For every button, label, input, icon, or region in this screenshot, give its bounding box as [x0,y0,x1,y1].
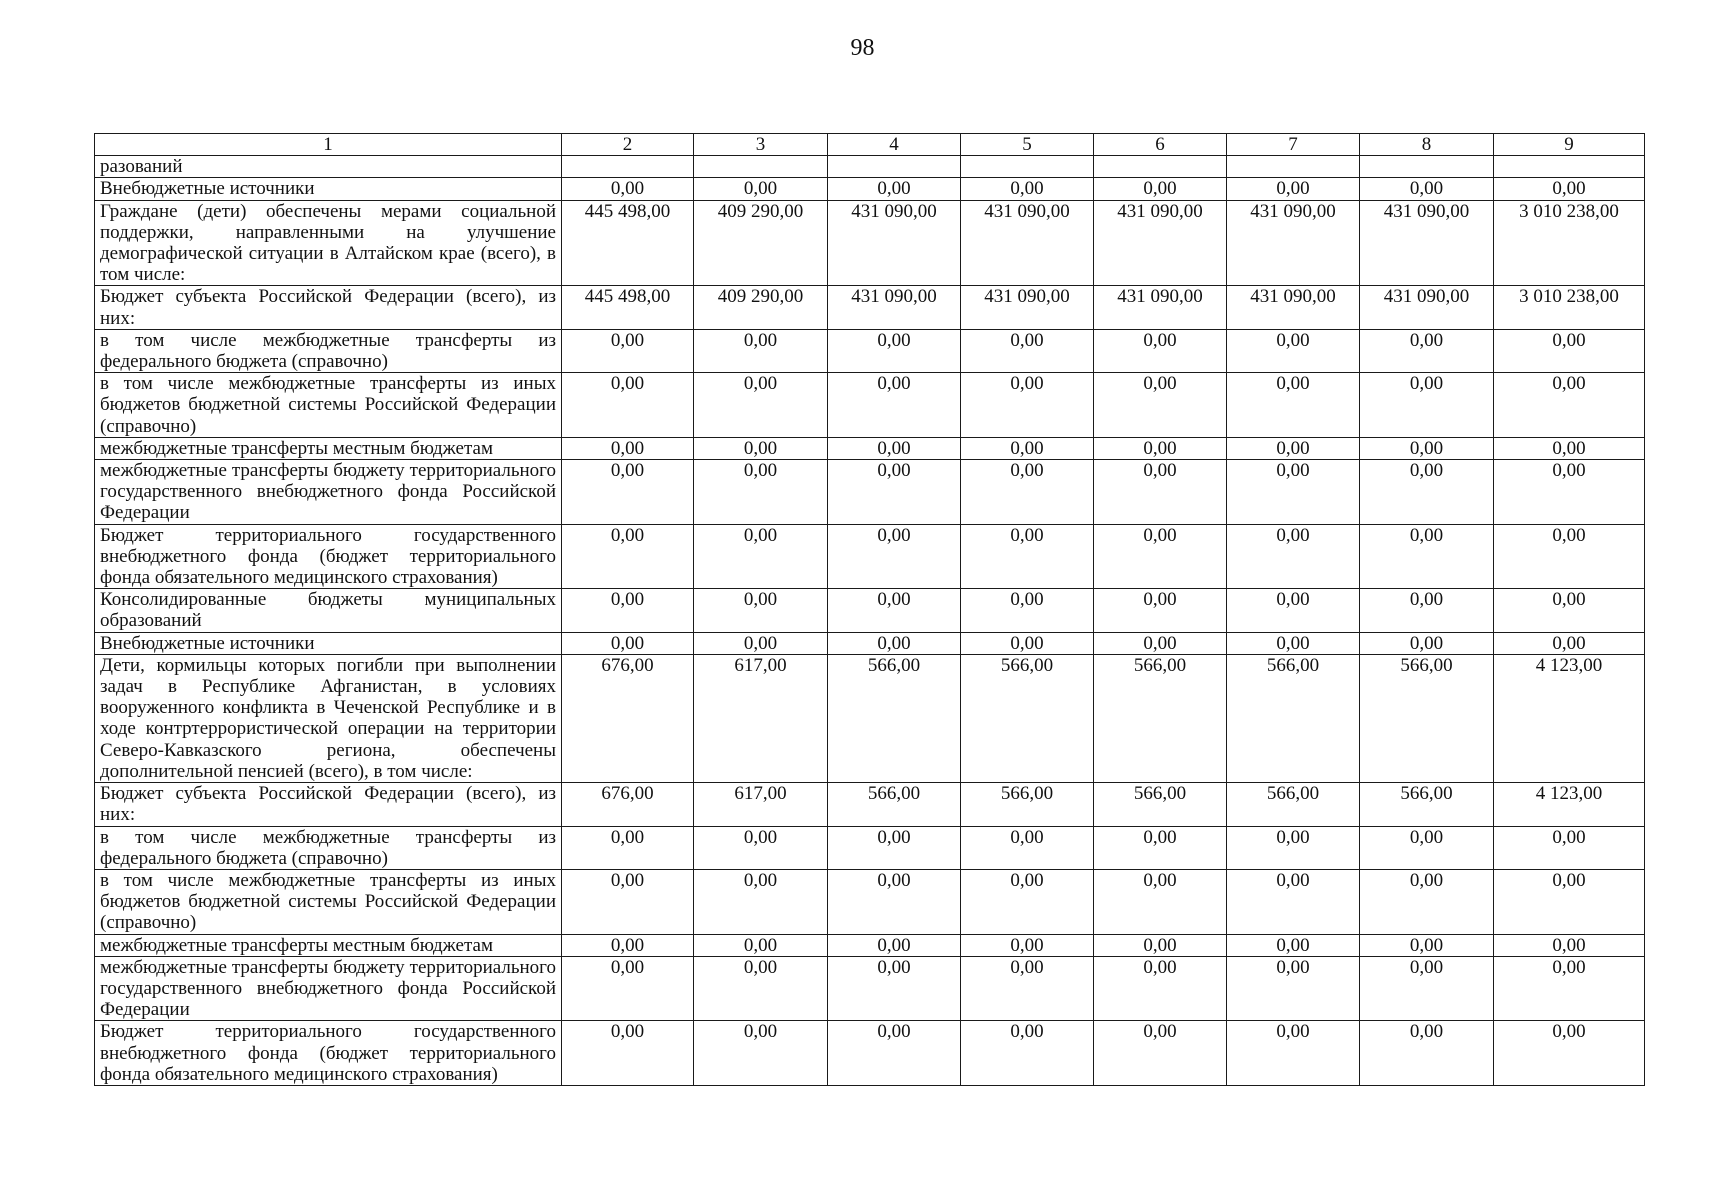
row-label: Консолидированные бюджеты муниципальных образований [95,589,562,632]
value-cell: 0,00 [828,524,961,589]
value-cell: 0,00 [1227,934,1360,956]
table-row [95,373,1645,438]
value-cell: 0,00 [562,632,694,654]
value-cell: 0,00 [961,524,1094,589]
table-row [95,1021,1645,1086]
row-label: в том числе межбюджетные трансферты из федерального бюджета (справочно) [95,826,562,869]
column-number-1: 1 [95,134,562,156]
value-cell: 0,00 [694,437,828,459]
value-cell: 676,00 [562,654,694,782]
column-number-3: 3 [694,134,828,156]
value-cell: 0,00 [1494,437,1645,459]
value-cell: 0,00 [1494,632,1645,654]
value-cell: 0,00 [828,460,961,525]
value-cell: 0,00 [1227,589,1360,632]
value-cell: 617,00 [694,783,828,826]
value-cell: 0,00 [1360,956,1494,1021]
value-cell: 0,00 [828,934,961,956]
value-cell: 431 090,00 [1227,200,1360,286]
table-row [95,329,1645,372]
value-cell: 0,00 [1094,524,1227,589]
row-label: разований [95,156,562,178]
value-cell: 0,00 [1227,956,1360,1021]
value-cell: 0,00 [694,524,828,589]
row-label: Внебюджетные источники [95,178,562,200]
table-header-row [95,134,1645,156]
row-label: межбюджетные трансферты бюджету территориального государственного внебюджетного фонда Российской Федерации [95,956,562,1021]
budget-table [94,133,1645,1086]
value-cell: 0,00 [562,934,694,956]
value-cell: 0,00 [1360,934,1494,956]
value-cell: 0,00 [562,524,694,589]
row-label: Бюджет территориального государственного внебюджетного фонда (бюджет территориального фонда обязательного медицинского страхования) [95,524,562,589]
value-cell: 0,00 [1094,632,1227,654]
value-cell: 0,00 [694,826,828,869]
column-number-4: 4 [828,134,961,156]
value-cell: 0,00 [694,373,828,438]
value-cell: 0,00 [1360,329,1494,372]
value-cell: 0,00 [1227,869,1360,934]
row-label: межбюджетные трансферты местным бюджетам [95,437,562,459]
value-cell: 431 090,00 [1360,200,1494,286]
value-cell: 617,00 [694,654,828,782]
value-cell: 0,00 [1227,826,1360,869]
value-cell: 0,00 [1227,373,1360,438]
value-cell: 566,00 [961,783,1094,826]
value-cell: 0,00 [694,956,828,1021]
value-cell: 0,00 [1360,1021,1494,1086]
column-number-8: 8 [1360,134,1494,156]
value-cell: 676,00 [562,783,694,826]
value-cell: 0,00 [961,869,1094,934]
value-cell [1094,156,1227,178]
value-cell: 431 090,00 [1360,286,1494,329]
table-row [95,589,1645,632]
table-row [95,869,1645,934]
value-cell: 0,00 [1494,178,1645,200]
value-cell [694,156,828,178]
value-cell: 0,00 [562,373,694,438]
value-cell: 0,00 [562,460,694,525]
value-cell: 409 290,00 [694,200,828,286]
table-row [95,524,1645,589]
column-number-9: 9 [1494,134,1645,156]
value-cell: 0,00 [961,632,1094,654]
value-cell: 0,00 [1360,373,1494,438]
value-cell: 0,00 [828,956,961,1021]
table-row [95,632,1645,654]
row-label: Внебюджетные источники [95,632,562,654]
value-cell: 0,00 [562,869,694,934]
value-cell: 0,00 [562,826,694,869]
value-cell: 4 123,00 [1494,783,1645,826]
value-cell: 0,00 [1360,178,1494,200]
value-cell: 566,00 [1227,654,1360,782]
value-cell: 0,00 [828,869,961,934]
value-cell: 0,00 [1360,632,1494,654]
value-cell: 566,00 [828,783,961,826]
value-cell: 0,00 [562,178,694,200]
value-cell: 0,00 [961,460,1094,525]
table-row [95,783,1645,826]
value-cell: 0,00 [562,329,694,372]
value-cell: 3 010 238,00 [1494,286,1645,329]
value-cell: 409 290,00 [694,286,828,329]
value-cell: 0,00 [961,329,1094,372]
value-cell: 431 090,00 [828,200,961,286]
value-cell: 0,00 [1494,524,1645,589]
value-cell: 431 090,00 [961,286,1094,329]
value-cell: 0,00 [828,589,961,632]
value-cell: 431 090,00 [1094,200,1227,286]
value-cell: 0,00 [1494,826,1645,869]
table-row [95,178,1645,200]
value-cell: 0,00 [1494,1021,1645,1086]
value-cell: 0,00 [1494,869,1645,934]
value-cell: 445 498,00 [562,200,694,286]
value-cell: 0,00 [694,869,828,934]
value-cell: 0,00 [694,589,828,632]
value-cell: 0,00 [1094,826,1227,869]
value-cell: 566,00 [1094,783,1227,826]
value-cell: 0,00 [694,178,828,200]
value-cell: 431 090,00 [1094,286,1227,329]
row-label: в том числе межбюджетные трансферты из федерального бюджета (справочно) [95,329,562,372]
value-cell: 0,00 [1360,437,1494,459]
value-cell: 0,00 [694,1021,828,1086]
value-cell: 0,00 [562,589,694,632]
table-row [95,826,1645,869]
table-row [95,437,1645,459]
value-cell [828,156,961,178]
value-cell: 0,00 [828,826,961,869]
value-cell: 0,00 [562,437,694,459]
value-cell: 0,00 [961,1021,1094,1086]
value-cell: 0,00 [1494,373,1645,438]
value-cell: 0,00 [1094,956,1227,1021]
value-cell: 0,00 [828,373,961,438]
row-label: межбюджетные трансферты местным бюджетам [95,934,562,956]
value-cell: 0,00 [694,329,828,372]
value-cell: 566,00 [1094,654,1227,782]
value-cell: 0,00 [1494,589,1645,632]
value-cell: 0,00 [1494,956,1645,1021]
value-cell: 0,00 [961,589,1094,632]
value-cell: 0,00 [828,632,961,654]
column-number-6: 6 [1094,134,1227,156]
table-row [95,460,1645,525]
value-cell: 0,00 [694,934,828,956]
row-label: Бюджет территориального государственного внебюджетного фонда (бюджет территориального фонда обязательного медицинского страхования) [95,1021,562,1086]
value-cell: 0,00 [1094,589,1227,632]
value-cell: 0,00 [562,1021,694,1086]
value-cell: 0,00 [828,329,961,372]
value-cell: 0,00 [1227,460,1360,525]
value-cell: 0,00 [1094,373,1227,438]
value-cell [1227,156,1360,178]
value-cell: 0,00 [1227,524,1360,589]
table-row [95,956,1645,1021]
value-cell: 566,00 [828,654,961,782]
value-cell: 445 498,00 [562,286,694,329]
table-body [95,134,1645,1086]
row-label: Бюджет субъекта Российской Федерации (всего), из них: [95,286,562,329]
row-label: Граждане (дети) обеспечены мерами социальной поддержки, направленными на улучшение демографической ситуации в Алтайском крае (всего), в том числе: [95,200,562,286]
table-row [95,654,1645,782]
value-cell: 0,00 [1094,869,1227,934]
value-cell: 566,00 [961,654,1094,782]
value-cell: 0,00 [1360,589,1494,632]
value-cell: 0,00 [1094,329,1227,372]
value-cell: 0,00 [828,437,961,459]
value-cell: 0,00 [961,956,1094,1021]
value-cell: 0,00 [694,460,828,525]
page-number: 98 [850,35,875,61]
value-cell: 0,00 [1094,1021,1227,1086]
value-cell: 566,00 [1227,783,1360,826]
column-number-2: 2 [562,134,694,156]
value-cell: 0,00 [1360,869,1494,934]
value-cell: 0,00 [1094,934,1227,956]
value-cell [961,156,1094,178]
value-cell: 0,00 [1227,1021,1360,1086]
value-cell: 0,00 [1360,460,1494,525]
value-cell: 0,00 [694,632,828,654]
value-cell: 0,00 [1094,178,1227,200]
value-cell: 0,00 [562,956,694,1021]
value-cell: 0,00 [1494,934,1645,956]
value-cell: 0,00 [1494,329,1645,372]
value-cell: 0,00 [1227,329,1360,372]
value-cell: 0,00 [1360,524,1494,589]
row-label: Дети, кормильцы которых погибли при выполнении задач в Республике Афганистан, в условиях вооруженного конфликта в Чеченской Республике и в ходе контртеррористической операции на территории Северо-Кавказского региона, обеспечены дополнительной пенсией (всего), в том числе: [95,654,562,782]
value-cell: 566,00 [1360,654,1494,782]
value-cell: 566,00 [1360,783,1494,826]
value-cell: 0,00 [1494,460,1645,525]
value-cell: 0,00 [961,934,1094,956]
table-row [95,156,1645,178]
row-label: в том числе межбюджетные трансферты из иных бюджетов бюджетной системы Российской Федерации (справочно) [95,869,562,934]
value-cell: 0,00 [961,437,1094,459]
table-row [95,934,1645,956]
row-label: в том числе межбюджетные трансферты из иных бюджетов бюджетной системы Российской Федерации (справочно) [95,373,562,438]
value-cell: 431 090,00 [961,200,1094,286]
table-row [95,286,1645,329]
value-cell: 0,00 [1227,178,1360,200]
value-cell: 0,00 [828,1021,961,1086]
column-number-7: 7 [1227,134,1360,156]
value-cell: 0,00 [1227,632,1360,654]
value-cell: 3 010 238,00 [1494,200,1645,286]
value-cell: 0,00 [1094,437,1227,459]
value-cell: 0,00 [961,373,1094,438]
value-cell [1494,156,1645,178]
value-cell [1360,156,1494,178]
value-cell: 0,00 [1094,460,1227,525]
value-cell: 0,00 [961,826,1094,869]
value-cell: 0,00 [1227,437,1360,459]
value-cell: 431 090,00 [828,286,961,329]
value-cell: 0,00 [961,178,1094,200]
table-row [95,200,1645,286]
value-cell: 431 090,00 [1227,286,1360,329]
value-cell: 4 123,00 [1494,654,1645,782]
row-label: Бюджет субъекта Российской Федерации (всего), из них: [95,783,562,826]
row-label: межбюджетные трансферты бюджету территориального государственного внебюджетного фонда Российской Федерации [95,460,562,525]
column-number-5: 5 [961,134,1094,156]
value-cell: 0,00 [1360,826,1494,869]
value-cell: 0,00 [828,178,961,200]
value-cell [562,156,694,178]
